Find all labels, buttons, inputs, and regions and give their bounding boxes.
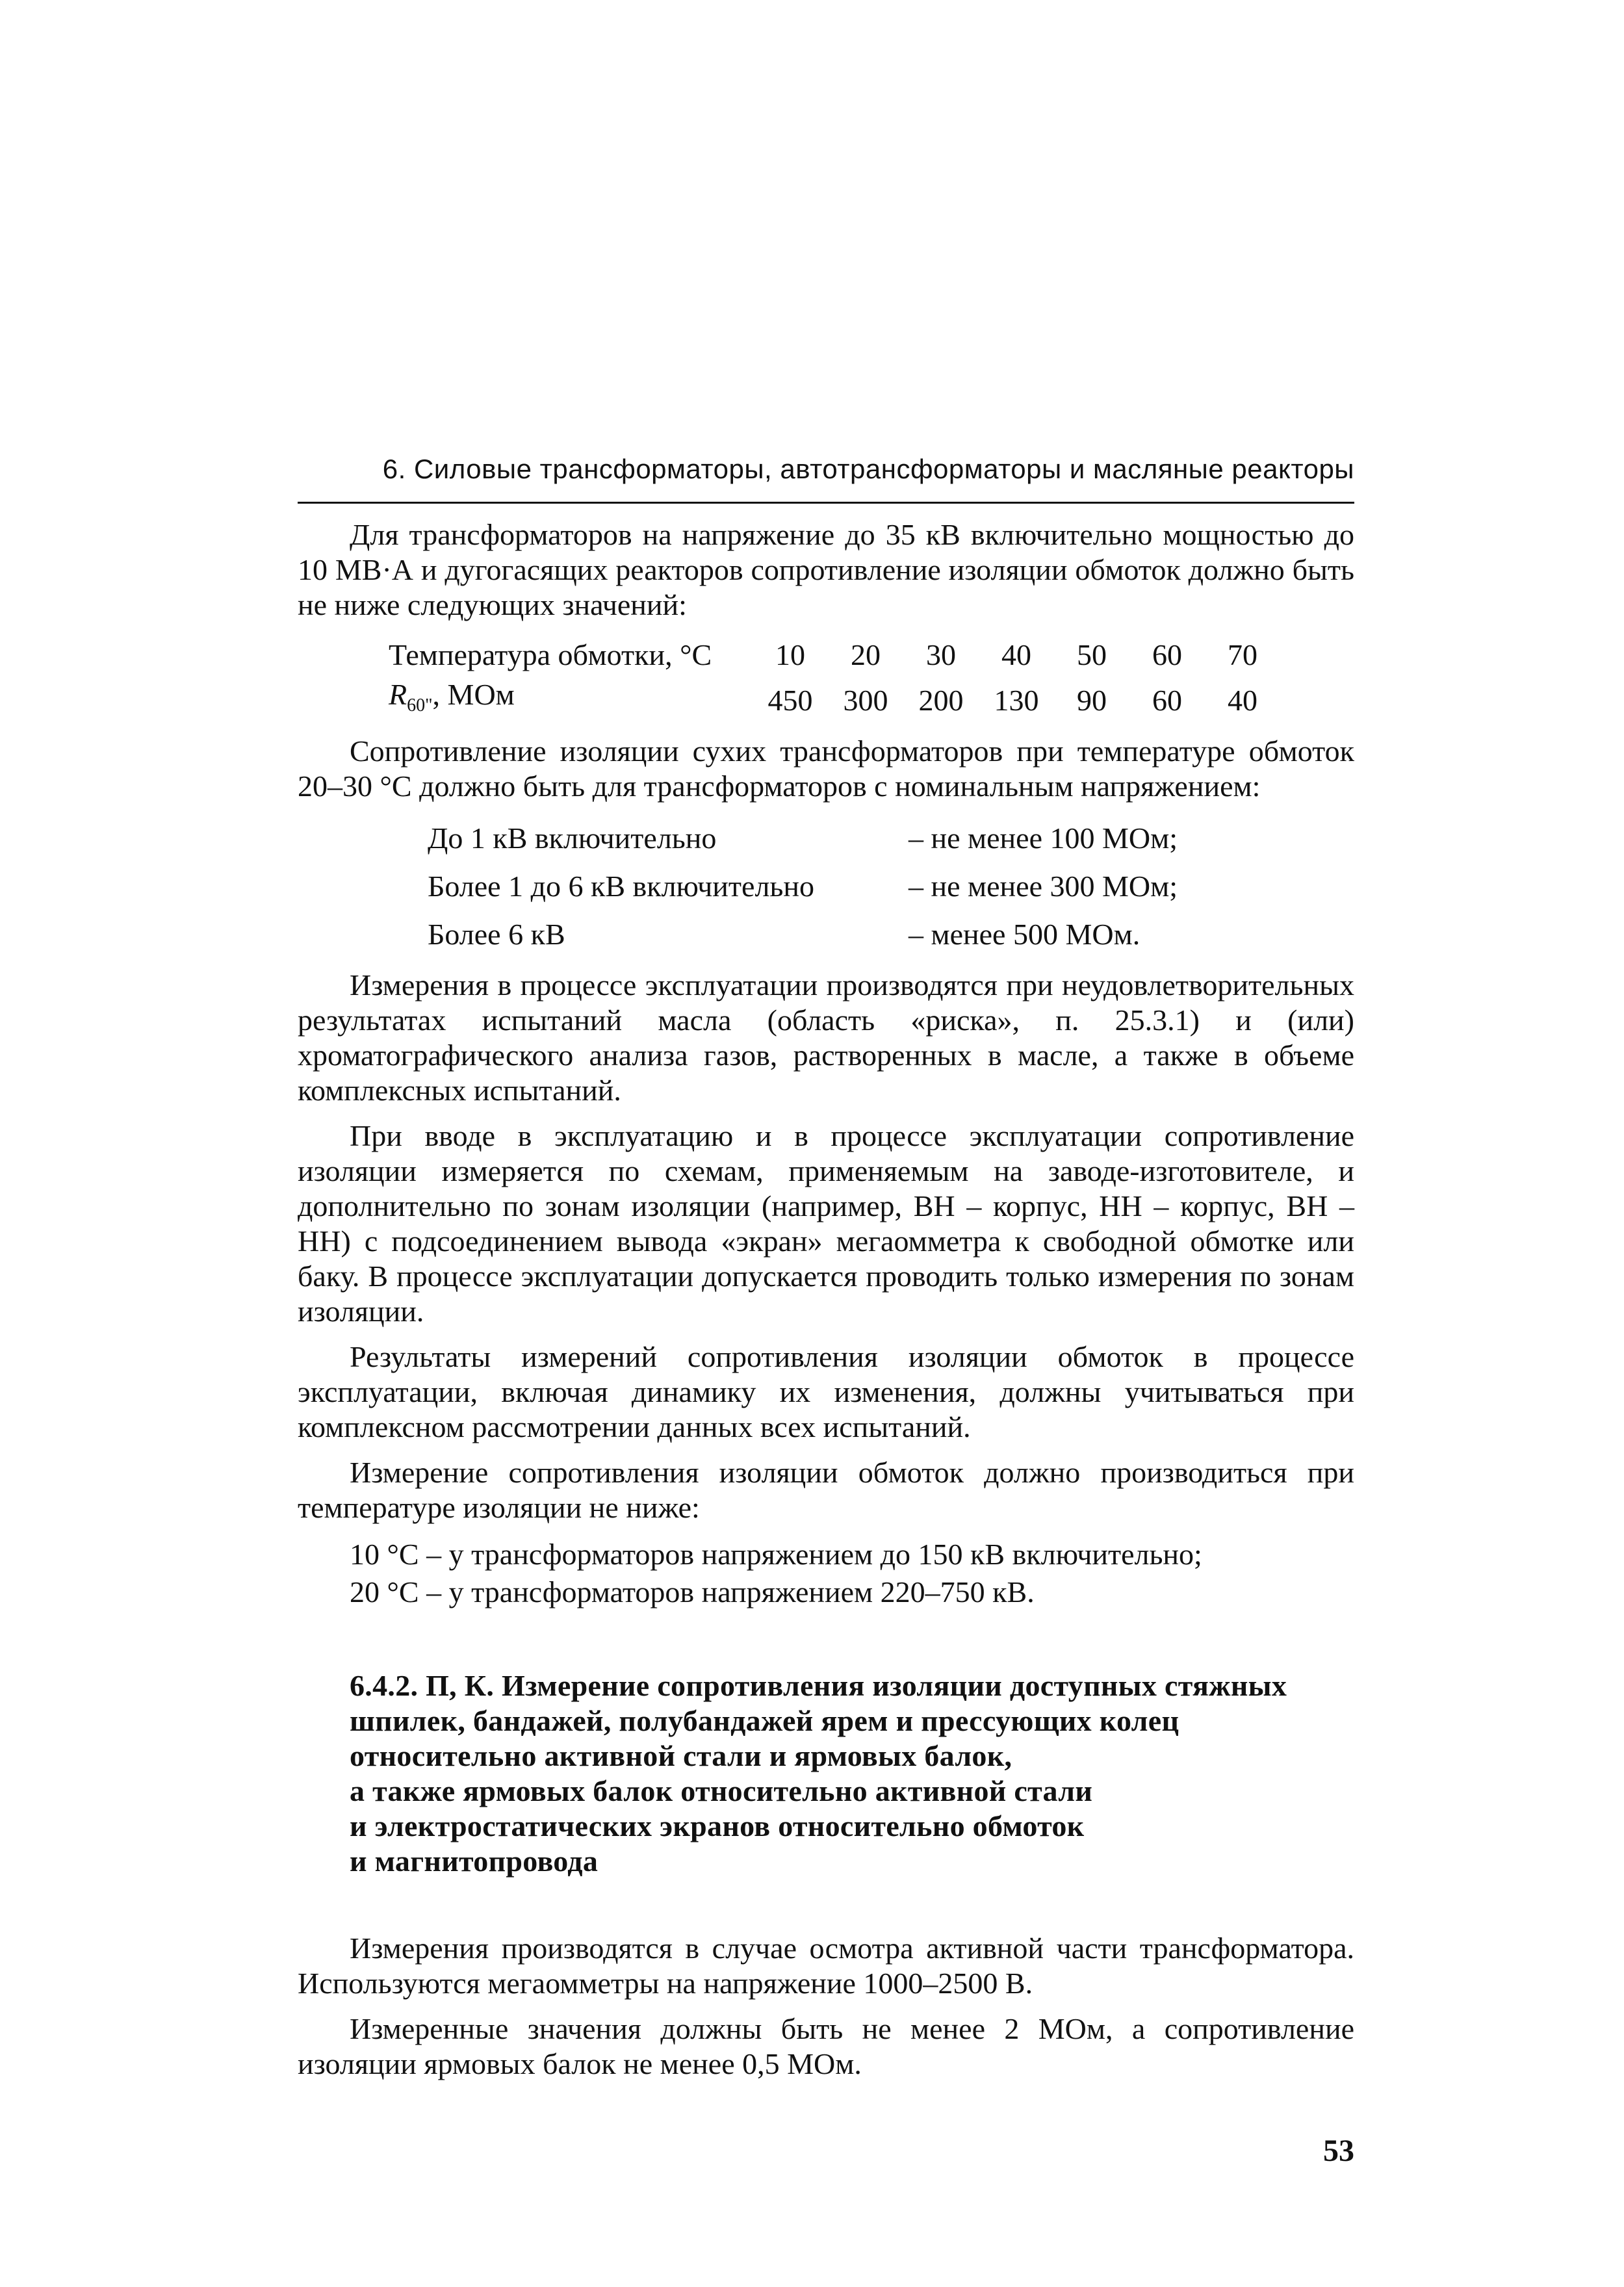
paragraph-dry-transformers: Сопротивление изоляции сухих трансформаторов при температуре обмоток 20–30 °С должно быть для трансформаторов с номинальным напряжением: xyxy=(298,734,1354,803)
insulation-row xyxy=(428,814,1178,862)
insulation-value: – не менее 300 МОм; xyxy=(909,870,1178,903)
resistance-value: 60 xyxy=(1152,683,1182,717)
insulation-value: – не менее 100 МОм; xyxy=(909,821,1178,855)
page-number: 53 xyxy=(1323,2134,1354,2168)
temperature-value: 30 xyxy=(926,638,956,671)
page-body xyxy=(298,517,1354,2092)
temperature-value: 40 xyxy=(1001,638,1031,671)
paragraph-commissioning: При вводе в эксплуатацию и в процессе эксплуатации сопротивление изоляции измеряется по схемам, применяемым на заводе-изготовителе, и дополнительно по зонам изоляции (например, ВН – корпус, НН – корпус, ВН – НН) с подсоединением вывода «экран» мегаомметра к свободной обмотке или баку. В процессе эксплуатации допускается проводить только измерения по зонам изоляции. xyxy=(298,1119,1354,1328)
section-heading-line: и электростатических экранов относительно обмоток xyxy=(350,1809,1085,1843)
resistance-value: 450 xyxy=(767,683,813,717)
insulation-row xyxy=(428,862,1178,911)
section-heading-line: а также ярмовых балок относительно активной стали xyxy=(350,1774,1093,1808)
section-heading-line: 6.4.2. П, К. Измерение сопротивления изоляции доступных стяжных xyxy=(350,1669,1287,1703)
paragraph-oil-transformers: Для трансформаторов на напряжение до 35 кВ включительно мощностью до 10 МВ·А и дугогасящих реакторов сопротивление изоляции обмоток должно быть не ниже следующих значений: xyxy=(298,518,1354,621)
resistance-value: 40 xyxy=(1228,683,1257,717)
temperature-limit-item: 20 °С – у трансформаторов напряжением 220–750 кВ. xyxy=(350,1575,1035,1609)
temperature-value: 10 xyxy=(775,638,805,671)
section-heading-6-4-2 xyxy=(350,1668,1354,1879)
insulation-voltage: Более 1 до 6 кВ включительно xyxy=(428,870,814,903)
resistance-row xyxy=(389,677,1280,723)
section-heading-line: и магнитопровода xyxy=(350,1844,599,1878)
temperature-limit-item: 10 °С – у трансформаторов напряжением до 150 кВ включительно; xyxy=(350,1538,1202,1571)
resistance-label xyxy=(389,677,753,723)
resistance-value: 130 xyxy=(994,683,1039,717)
temperature-value: 60 xyxy=(1152,638,1182,671)
section-heading-line: шпилек, бандажей, полубандажей ярем и прессующих колец xyxy=(350,1704,1179,1738)
running-header: 6. Силовые трансформаторы, автотрансформаторы и масляные реакторы xyxy=(382,454,1354,484)
section-heading-line: относительно активной стали и ярмовых балок, xyxy=(350,1739,1012,1773)
temperature-limits-list xyxy=(350,1536,1354,1611)
temperature-value: 70 xyxy=(1228,638,1257,671)
resistance-unit: , МОм xyxy=(432,678,515,711)
resistance-value: 200 xyxy=(918,683,964,717)
insulation-voltage: До 1 кВ включительно xyxy=(428,821,717,855)
resistance-value: 300 xyxy=(843,683,888,717)
insulation-value: – менее 500 МОм. xyxy=(909,918,1141,951)
temperature-value: 50 xyxy=(1077,638,1107,671)
temperature-row xyxy=(389,633,1280,677)
paragraph-operation-measurements: Измерения в процессе эксплуатации производятся при неудовлетворительных результатах испытаний масла (область «риска», п. 25.3.1) и (или) хроматографического анализа газов, растворенных в масле, а также в объеме комплексных испытаний. xyxy=(298,968,1354,1107)
temperature-resistance-table xyxy=(389,633,1280,723)
insulation-voltage: Более 6 кВ xyxy=(428,918,565,951)
paragraph-results: Результаты измерений сопротивления изоляции обмоток в процессе эксплуатации, включая динамику их изменения, должны учитываться при комплексном рассмотрении данных всех испытаний. xyxy=(298,1340,1354,1444)
temperature-label: Температура обмотки, °С xyxy=(389,638,712,671)
resistance-value: 90 xyxy=(1077,683,1107,717)
resistance-symbol: R xyxy=(389,678,407,711)
paragraph-temperature-requirement: Измерение сопротивления изоляции обмоток должно производиться при температуре изоляции не ниже: xyxy=(298,1456,1354,1525)
dry-insulation-table xyxy=(428,814,1178,959)
paragraph-measured-values: Измеренные значения должны быть не менее 2 МОм, а сопротивление изоляции ярмовых балок не менее 0,5 МОм. xyxy=(298,2012,1354,2081)
insulation-row xyxy=(428,911,1178,959)
temperature-value: 20 xyxy=(851,638,881,671)
resistance-subscript: 60" xyxy=(407,695,433,716)
paragraph-inspection: Измерения производятся в случае осмотра активной части трансформатора. Используются мегаомметры на напряжение 1000–2500 В. xyxy=(298,1932,1354,2000)
header-rule xyxy=(298,502,1354,504)
